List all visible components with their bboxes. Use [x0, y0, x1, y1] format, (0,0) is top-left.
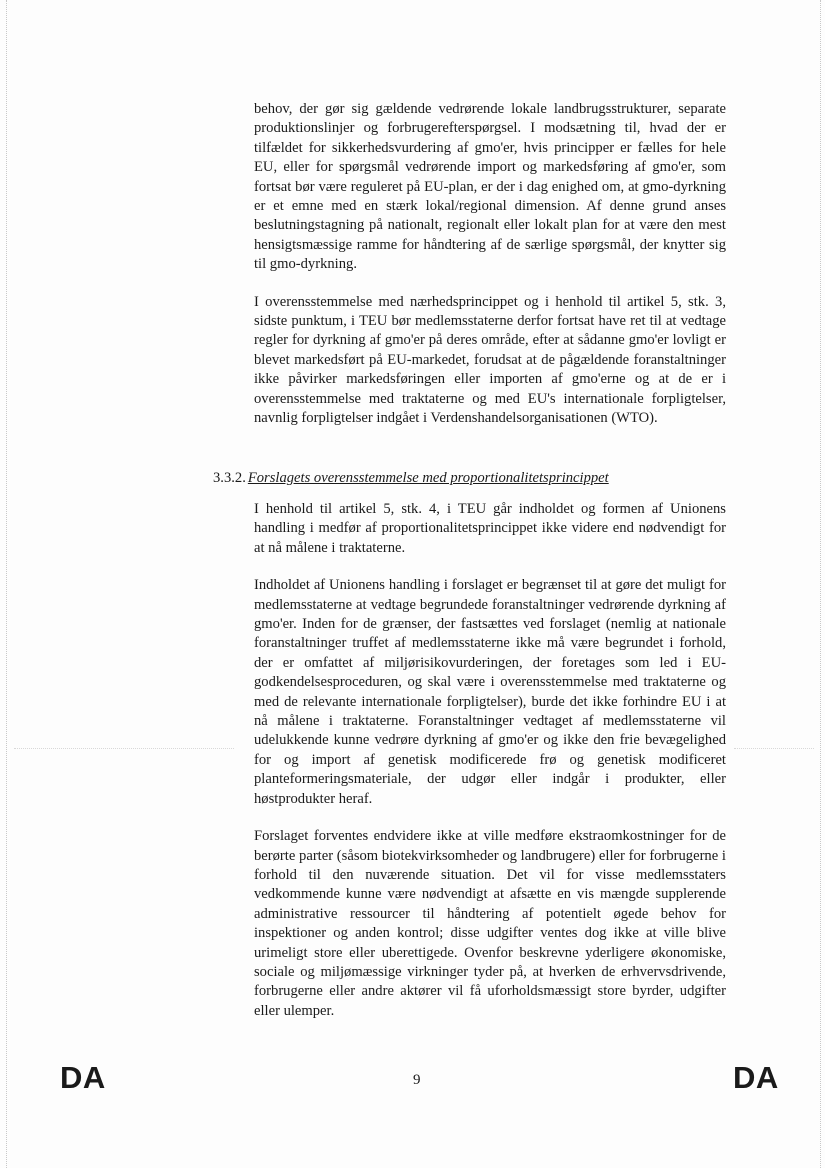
page-number: 9 [413, 1072, 421, 1088]
language-code-right: DA [733, 1060, 779, 1095]
section-heading [213, 469, 609, 488]
section-number: 3.3.2. [213, 470, 246, 486]
language-code-left: DA [60, 1060, 106, 1095]
paragraph: I overensstemmelse med nærhedsprincippet og i henhold til artikel 5, stk. 3, sidste punktum, i TEU bør medlemsstaterne derfor fortsat have ret til at vedtage regler for dyrkning af gmo'er på deres område, efter at sådanne gmo'er lovligt er blevet markedsført på EU-markedet, forudsat at de pågældende foranstaltninger ikke påvirker markedsføringen eller importen af gmo'erne og at de er i overensstemmelse med traktaterne og med EU's internationale forpligtelser, navnlig forpligtelser indgået i Verdenshandelsorganisationen (WTO). [254, 293, 726, 427]
scan-artifact-dots-left [14, 748, 234, 749]
paragraph: Indholdet af Unionens handling i forslaget er begrænset til at gøre det muligt for medlemsstaterne at vedtage begrundede foranstaltninger vedrørende dyrkning af gmo'er. Inden for de grænser, der fastsættes ved forslaget (nemlig at nationale foranstaltninger truffet af medlemsstaterne ikke må være begrundet i forhold, der er omfattet af miljørisikovurderingen, der foretages som led i EU-godkendelsesproceduren, og skal være i overensstemmelse med traktaterne og med de relevante internationale forpligtelser), burde det ikke forhindre EU i at nå målene i traktaterne. Foranstaltninger vedtaget af medlemsstaterne vil udelukkende kunne vedrøre dyrkning af gmo'er og ikke den frie bevægelighed for og import af genetisk modificerede frø og genetisk modificeret planteformeringsmateriale, der udgør eller indgår i produkter, eller høstprodukter heraf. [254, 577, 726, 807]
scan-left-edge [6, 0, 7, 1168]
body-text-top [254, 100, 726, 447]
section-title: Forslagets overensstemmelse med proportionalitetsprincippet [247, 470, 609, 486]
scan-artifact-dots-right [734, 748, 814, 749]
paragraph: behov, der gør sig gældende vedrørende lokale landbrugsstrukturer, separate produktionslinjer og forbrugerefterspørgsel. I modsætning til, hvad der er tilfældet for sikkerhedsvurdering af gmo'er, hvis principper er fælles for hele EU, eller for spørgsmål vedrørende import og markedsføring af gmo'er, som fortsat bør være reguleret på EU-plan, er der i dag enighed om, at gmo-dyrkning er et emne med en stærk lokal/regional dimension. Af denne grund anses beslutningstagning på nationalt, regionalt eller lokalt plan for at være den mest hensigtsmæssige ramme for håndtering af de særlige spørgsmål, der knytter sig til gmo-dyrkning. [254, 101, 726, 273]
body-text-bottom [254, 500, 726, 1039]
scan-right-edge [820, 0, 821, 1168]
paragraph: Forslaget forventes endvidere ikke at ville medføre ekstraomkostninger for de berørte parter (såsom biotekvirksomheder og landbrugere) eller for forbrugerne i forhold til den nuværende situation. Det vil for visse medlemsstaters vedkommende kunne være nødvendigt at afsætte en vis mængde supplerende administrative ressourcer til håndtering af potentielt øgede behov for inspektioner og anden kontrol; disse udgifter ventes dog ikke at ville blive urimeligt store eller uberettigede. Ovenfor beskrevne yderligere økonomiske, sociale og miljømæssige virkninger tyder på, at hverken de erhvervsdrivende, forbrugerne eller andre aktører vil få uforholdsmæssigt store byrder, udgifter eller ulemper. [254, 828, 726, 1019]
paragraph: I henhold til artikel 5, stk. 4, i TEU går indholdet og formen af Unionens handling i medfør af proportionalitetsprincippet ikke videre end nødvendigt for at nå målene i traktaterne. [254, 501, 726, 556]
